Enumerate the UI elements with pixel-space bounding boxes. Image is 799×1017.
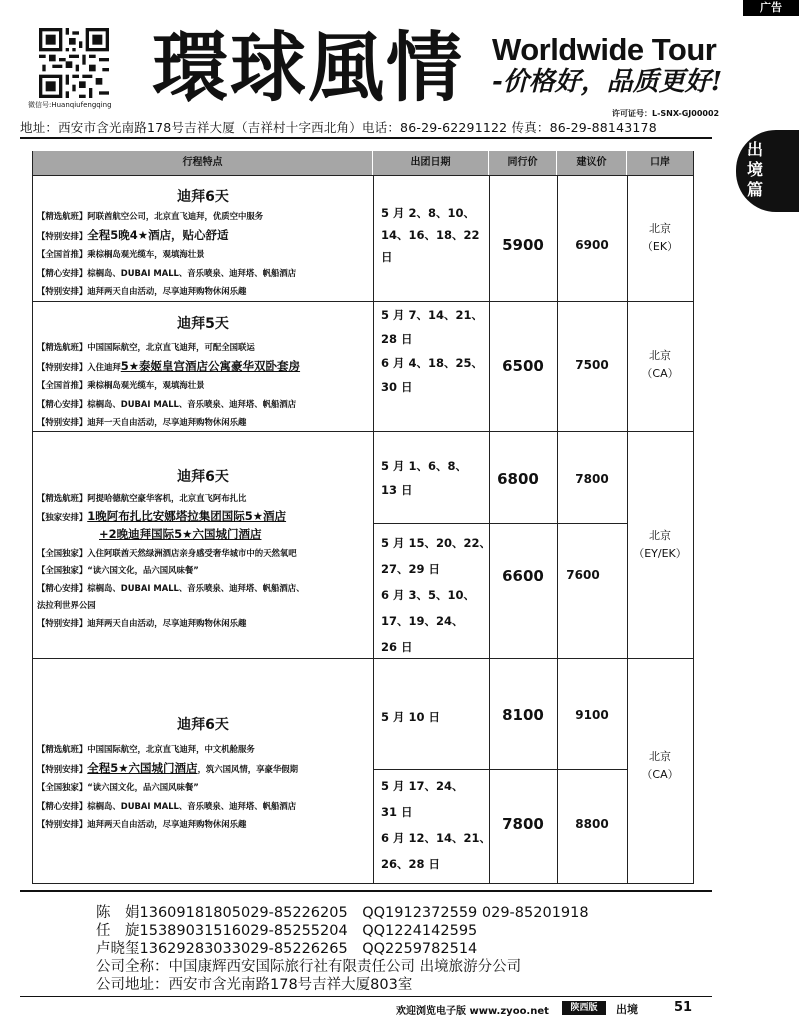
row-divider xyxy=(33,658,693,659)
wechat-id: 微信号:Huanqiufengqing xyxy=(28,101,112,109)
header-itinerary: 行程特点 xyxy=(33,151,373,175)
license-number: 许可证号：L-SNX-GJ00002 xyxy=(612,109,720,118)
suggested-price: 6900 xyxy=(575,238,609,252)
brand-title-en: Worldwide Tour xyxy=(492,32,717,67)
departure-port: 北京 （EK） xyxy=(641,222,679,253)
peer-price: 6800 xyxy=(497,470,539,488)
company-name: 公司全称：中国康辉西安国际旅行社有限责任公司 出境旅游分公司 xyxy=(96,959,522,975)
edition-badge: 陕西版 xyxy=(562,1001,606,1015)
suggested-price: 7800 xyxy=(575,472,609,486)
peer-price: 6600 xyxy=(502,567,544,585)
contact-line: 卢晓玺13629283033029-85226265 QQ2259782514 xyxy=(96,941,478,957)
brand-title-cn: 環球風情 xyxy=(152,23,464,112)
departure-port: 北京 （CA） xyxy=(641,750,679,781)
tour-dates: 5 月 15、20、22、 27、29 日 6 月 3、5、10、 17、19、24、 26 日 xyxy=(381,536,492,654)
departure-port: 北京 （CA） xyxy=(641,349,679,380)
header-suggested-price: 建议价 xyxy=(557,151,627,175)
section-side-tab-label: 出境篇 xyxy=(746,140,763,199)
peer-price: 5900 xyxy=(502,236,544,254)
tour-title: 迪拜6天 xyxy=(177,717,229,733)
suggested-price: 7600 xyxy=(566,568,600,582)
tour-itinerary: 【精选航班】中国国际航空，北京直飞迪拜，中文机舱服务 【特别安排】全程5★六国城门酒店，筑六国风情，享豪华假期 【全国独家】“读六国文化，品六国风味餐” 【精心安排】棕榈岛、DUBAI MALL、音乐喷泉、迪拜塔、帆船酒店 【特别安排】迪拜两天自由活动，尽享迪拜购物休闲乐趣 xyxy=(37,744,299,829)
peer-price: 8100 xyxy=(502,706,544,724)
suggested-price: 9100 xyxy=(575,708,609,722)
ad-tag: 广告 xyxy=(743,0,799,16)
tour-dates: 5 月 7、14、21、 28 日 6 月 4、18、25、 30 日 xyxy=(381,308,484,394)
row-divider xyxy=(373,523,627,524)
tour-dates: 5 月 17、24、 31 日 6 月 12、14、21、 26、28 日 xyxy=(381,779,492,871)
peer-price: 6500 xyxy=(502,357,544,375)
suggested-price: 7500 xyxy=(575,358,609,372)
company-address: 公司地址：西安市含光南路178号吉祥大厦803室 xyxy=(96,977,413,993)
suggested-price: 8800 xyxy=(575,817,609,831)
tour-itinerary: 【精选航班】阿联酋航空公司，北京直飞迪拜，优质空中服务 【特别安排】全程5晚4★酒店，贴心舒适 【全国首推】乘棕榈岛观光缆车，观填海壮景 【精心安排】棕榈岛、DUBAI MALL、音乐喷泉、迪拜塔、帆船酒店 【特别安排】迪拜两天自由活动，尽享迪拜购物休闲乐趣 xyxy=(37,211,297,296)
peer-price: 7800 xyxy=(502,815,544,833)
row-divider xyxy=(373,769,627,770)
row-divider xyxy=(33,175,693,176)
contact-line: 任 旋15389031516029-85255204 QQ1224142595 xyxy=(96,923,478,939)
tour-title: 迪拜6天 xyxy=(177,469,229,485)
col-divider xyxy=(557,175,558,883)
brand-slogan: -价格好，品质更好! xyxy=(492,67,723,97)
website-link[interactable]: 欢迎浏览电子版 www.zyoo.net xyxy=(396,1006,549,1017)
qr-code xyxy=(38,28,110,98)
header-divider xyxy=(20,137,712,139)
tour-dates: 5 月 10 日 xyxy=(381,710,441,724)
page-number: 51 xyxy=(674,1000,693,1015)
tour-title: 迪拜5天 xyxy=(177,316,229,332)
col-divider xyxy=(373,175,374,883)
tour-title: 迪拜6天 xyxy=(177,189,229,205)
footer-divider xyxy=(20,890,712,892)
contact-line: 陈 娟13609181805029-85226205 QQ1912372559 029-85201918 xyxy=(96,905,589,921)
section-label: 出境 xyxy=(616,1003,638,1016)
tour-dates: 5 月 1、6、8、 13 日 xyxy=(381,459,468,497)
address-bar: 地址：西安市含光南路178号吉祥大厦（吉祥村十字西北角）电话：86-29-62291122 传真：86-29-88143178 xyxy=(20,120,657,135)
row-divider xyxy=(33,301,693,302)
header-dates: 出团日期 xyxy=(373,151,489,175)
header-port: 口岸 xyxy=(627,151,693,175)
tour-itinerary: 【精选航班】中国国际航空，北京直飞迪拜，可配全国联运 【特别安排】入住迪拜5★泰姬皇宫酒店公寓豪华双卧套房 【全国首推】乘棕榈岛观光缆车，观填海壮景 【精心安排】棕榈岛、DUBAI MALL、音乐喷泉、迪拜塔、帆船酒店 【特别安排】迪拜一天自由活动，尽享迪拜购物休闲乐趣 xyxy=(37,342,301,427)
tour-dates: 5 月 2、8、10、 14、16、18、22 日 xyxy=(381,206,480,264)
header-peer-price: 同行价 xyxy=(489,151,557,175)
tour-itinerary: 【精选航班】阿提哈德航空豪华客机，北京直飞阿布扎比 【独家安排】1晚阿布扎比安娜塔拉集团国际5★酒店 +2晚迪拜国际5★六国城门酒店 【全国独家】入住阿联酋天然绿洲酒店亲身感受奢华城市中的天然氧吧 【全国独家】“读六国文化，品六国风味餐” 【精心安排】棕榈岛、DUBAI MALL、音乐喷泉、迪拜塔、帆船酒店、 法拉利世界公园 【特别安排】迪拜两天自由活动，尽享迪拜购物休闲乐趣 xyxy=(37,493,305,628)
bottom-divider xyxy=(20,996,712,997)
departure-port: 北京 （EY/EK） xyxy=(633,529,687,560)
